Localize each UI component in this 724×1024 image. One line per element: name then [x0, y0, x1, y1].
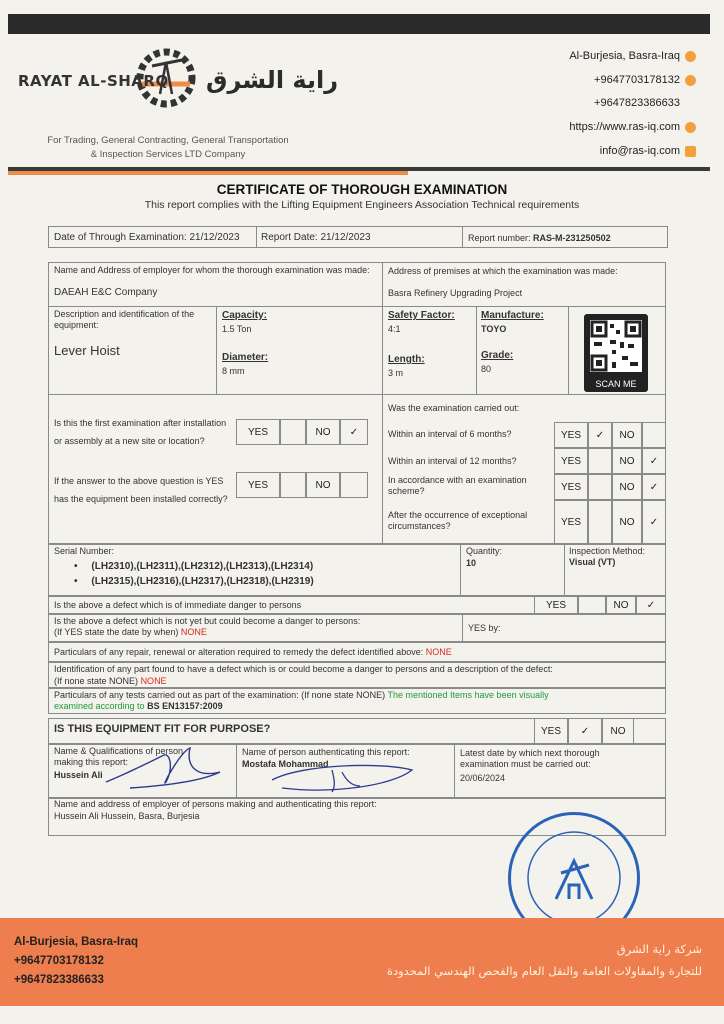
repair-value: NONE — [425, 647, 452, 657]
divider — [48, 306, 666, 307]
manufacture-label: Manufacture: — [481, 310, 544, 321]
exceptional-label: After the occurrence of exceptional circumstances? — [388, 510, 528, 531]
auth-name: Mostafa Mohammad — [242, 759, 329, 769]
exceptional-yes[interactable]: YES — [554, 500, 588, 544]
divider — [564, 544, 565, 596]
employer-persons-value: Hussein Ali Hussein, Basra, Burjesia — [54, 811, 200, 821]
divider — [462, 226, 463, 248]
immediate-yes-box[interactable] — [578, 596, 606, 614]
quantity-value: 10 — [466, 558, 477, 568]
contact-phone-2 — [594, 97, 680, 109]
exceptional-no[interactable]: NO — [612, 500, 642, 544]
next-exam-date: 20/06/2024 — [460, 773, 506, 783]
divider — [460, 544, 461, 596]
report-number-label: Report number: — [468, 233, 531, 243]
installed-no-box[interactable] — [340, 472, 368, 498]
part-defect-value: NONE — [140, 676, 167, 686]
fit-question: IS THIS EQUIPMENT FIT FOR PURPOSE? — [54, 723, 271, 735]
first-exam-no-box[interactable] — [340, 419, 368, 445]
carried-out-label: Was the examination carried out: — [388, 403, 520, 413]
maker-name: Hussein Ali — [54, 770, 103, 780]
report-number-value: RAS-M-231250502 — [533, 233, 611, 243]
maker-signature-icon — [100, 742, 240, 794]
employer-persons-label: Name and address of employer of persons making and authenticating this report: — [54, 799, 377, 809]
immediate-danger-label: Is the above a defect which is of immediate danger to persons — [54, 600, 302, 610]
serial-line-2-text: (LH2315),(LH2316),(LH2317),(LH2318),(LH2319) — [91, 576, 314, 587]
first-exam-yes[interactable]: YES — [236, 419, 280, 445]
report-date-label: Report Date: — [261, 232, 318, 243]
safety-factor-value: 4:1 — [388, 324, 401, 334]
method-label: Inspection Method: — [569, 546, 646, 556]
company-name-ar: راية الشرق — [206, 66, 339, 94]
capacity-label: Capacity: — [222, 310, 268, 321]
email-icon — [685, 146, 696, 157]
repair-line — [54, 647, 452, 658]
interval-6-no[interactable]: NO — [612, 422, 642, 448]
installed-yes[interactable]: YES — [236, 472, 280, 498]
grade-label: Grade: — [481, 350, 514, 361]
divider — [256, 226, 257, 248]
scheme-no[interactable]: NO — [612, 474, 642, 500]
contact-phone-1 — [594, 74, 696, 86]
serial-list — [74, 559, 314, 589]
footer-phone-2: +9647823386633 — [14, 974, 104, 986]
part-defect-label: Identification of any part found to have a defect which is or could become a danger to persons and a description of the defect: — [54, 664, 553, 674]
phone-1-text: +9647703178132 — [594, 74, 680, 86]
premises-value: Basra Refinery Upgrading Project — [388, 288, 523, 298]
header-bar — [8, 14, 710, 34]
serial-line-1: • (LH2310),(LH2311),(LH2312),(LH2313),(LH2314) — [74, 561, 314, 572]
next-exam-label: Latest date by which next thorough examination must be carried out: — [460, 748, 600, 769]
future-danger-value: NONE — [180, 627, 207, 637]
divider — [382, 306, 383, 394]
footer-bar — [0, 918, 724, 1006]
exceptional-no-box[interactable] — [642, 500, 666, 544]
manufacture-value: TOYO — [481, 324, 507, 334]
interval-6-yes[interactable]: YES — [554, 422, 588, 448]
future-danger-hint: (If YES state the date by when) — [54, 627, 179, 637]
question-installed: If the answer to the above question is YES has the equipment been installed correctly? — [54, 476, 228, 504]
interval-12-no-box[interactable] — [642, 448, 666, 474]
footer-address: Al-Burjesia, Basra-Iraq — [14, 936, 138, 948]
footer-desc-ar: للتجارة والمقاولات العامة والنقل العام والفحص الهندسي المحدودة — [386, 964, 702, 978]
check-icon: ✓ — [649, 455, 659, 467]
footer-phone-1: +9647703178132 — [14, 955, 104, 967]
description-value: Lever Hoist — [54, 343, 120, 358]
interval-6-label: Within an interval of 6 months? — [388, 429, 512, 439]
divider — [382, 394, 383, 544]
divider — [216, 306, 217, 394]
auth-label: Name of person authenticating this report: — [242, 747, 410, 757]
future-danger-label: Is the above a defect which is not yet but could become a danger to persons: — [54, 616, 361, 626]
certificate-subtitle: This report complies with the Lifting Equipment Engineers Association Technical requirements — [144, 199, 580, 211]
certificate-title: CERTIFICATE OF THOROUGH EXAMINATION — [216, 182, 508, 197]
location-icon — [685, 51, 696, 62]
serial-line-1-text: (LH2310),(LH2311),(LH2312),(LH2313),(LH2314) — [91, 561, 314, 572]
immediate-no-box[interactable] — [636, 596, 666, 614]
exam-date — [54, 232, 240, 243]
interval-12-label: Within an interval of 12 months? — [388, 456, 517, 466]
installed-no[interactable]: NO — [306, 472, 340, 498]
interval-12-yes-box[interactable] — [588, 448, 612, 474]
tagline-line-2: & Inspection Services LTD Company — [90, 149, 246, 160]
qr-scan-label: SCAN ME — [595, 379, 637, 389]
address-text: Al-Burjesia, Basra-Iraq — [569, 50, 680, 62]
scheme-no-box[interactable] — [642, 474, 666, 500]
contact-website[interactable] — [569, 121, 696, 133]
capacity-value: 1.5 Ton — [222, 324, 252, 334]
interval-12-yes[interactable]: YES — [554, 448, 588, 474]
future-danger-line-2 — [54, 627, 207, 638]
length-value: 3 m — [388, 368, 404, 378]
header-divider-accent — [8, 171, 408, 175]
scheme-yes[interactable]: YES — [554, 474, 588, 500]
description-label: Description and identification of the equipment: — [54, 309, 195, 330]
report-date-value: 21/12/2023 — [320, 232, 371, 243]
tests-value-2: examined according to — [54, 701, 145, 711]
divider — [476, 306, 477, 394]
length-label: Length: — [388, 354, 425, 365]
tests-line-1 — [54, 690, 549, 701]
qr-code[interactable] — [584, 314, 648, 392]
report-date — [261, 232, 371, 243]
part-defect-hint: (If none state NONE) — [54, 676, 139, 686]
exceptional-yes-box[interactable] — [588, 500, 612, 544]
method-value: Visual (VT) — [569, 557, 616, 567]
contact-address — [569, 50, 696, 62]
tests-label: Particulars of any tests carried out as part of the examination: (If none state NONE) — [54, 690, 386, 700]
first-exam-yes-box[interactable] — [280, 419, 306, 445]
check-icon: ✓ — [649, 481, 659, 493]
website-text[interactable]: https://www.ras-iq.com — [569, 121, 680, 133]
phone-icon — [685, 75, 696, 86]
phone-2-text: +9647823386633 — [594, 97, 680, 109]
divider — [382, 262, 383, 306]
interval-12-no[interactable]: NO — [612, 448, 642, 474]
exam-date-value: 21/12/2023 — [189, 232, 240, 243]
employer-value: DAEAH E&C Company — [54, 287, 158, 298]
contact-email[interactable] — [600, 145, 696, 157]
company-name-en: RAYAT AL-SHARQ — [18, 72, 169, 90]
tests-standard: BS EN13157:2009 — [147, 701, 223, 711]
part-defect-line-2 — [54, 676, 167, 687]
fit-yes[interactable]: YES — [534, 718, 568, 744]
maker-label: Name & Qualifications of person making this report: — [54, 746, 184, 767]
footer-company-ar: شركة راية الشرق — [616, 942, 702, 956]
repair-label: Particulars of any repair, renewal or alteration required to remedy the defect identified above: — [54, 647, 424, 657]
exam-date-label: Date of Through Examination: — [54, 232, 187, 243]
serial-line-2: • (LH2315),(LH2316),(LH2317),(LH2318),(LH2319) — [74, 576, 314, 587]
interval-6-yes-box[interactable] — [588, 422, 612, 448]
yes-by-label: YES by: — [468, 623, 501, 633]
immediate-yes[interactable]: YES — [534, 596, 578, 614]
question-first-exam: Is this the first examination after installation or assembly at a new site or location? — [54, 418, 227, 446]
qr-pattern-icon — [590, 320, 642, 372]
tests-line-2 — [54, 701, 223, 712]
divider — [454, 744, 455, 798]
divider — [48, 394, 666, 395]
tests-value-1: The mentioned Items have been visually — [387, 690, 549, 700]
check-icon: ✓ — [580, 725, 590, 737]
diameter-label: Diameter: — [222, 352, 269, 363]
serial-label: Serial Number: — [54, 546, 115, 556]
divider — [568, 306, 569, 394]
scheme-yes-box[interactable] — [588, 474, 612, 500]
check-icon: ✓ — [646, 599, 656, 611]
grade-value: 80 — [481, 364, 492, 374]
tagline-line-1: For Trading, General Contracting, General Transportation — [47, 135, 289, 146]
check-icon: ✓ — [595, 429, 605, 441]
first-exam-no[interactable]: NO — [306, 419, 340, 445]
check-icon: ✓ — [649, 516, 659, 528]
safety-factor-label: Safety Factor: — [388, 310, 455, 321]
divider — [462, 614, 463, 642]
auth-signature-icon — [262, 756, 422, 796]
scheme-label: In accordance with an examination scheme? — [388, 475, 527, 496]
email-text[interactable]: info@ras-iq.com — [599, 145, 680, 157]
globe-icon — [685, 122, 696, 133]
premises-label: Address of premises at which the examination was made: — [388, 266, 618, 276]
report-number — [468, 233, 611, 244]
fit-no[interactable]: NO — [602, 718, 634, 744]
interval-6-no-box[interactable] — [642, 422, 666, 448]
installed-yes-box[interactable] — [280, 472, 306, 498]
fit-yes-box[interactable] — [568, 718, 602, 744]
diameter-value: 8 mm — [222, 366, 245, 376]
immediate-no[interactable]: NO — [606, 596, 636, 614]
check-icon: ✓ — [349, 426, 359, 438]
quantity-label: Quantity: — [466, 546, 503, 556]
employer-label: Name and Address of employer for whom the thorough examination was made: — [54, 265, 370, 275]
company-tagline — [18, 134, 318, 162]
